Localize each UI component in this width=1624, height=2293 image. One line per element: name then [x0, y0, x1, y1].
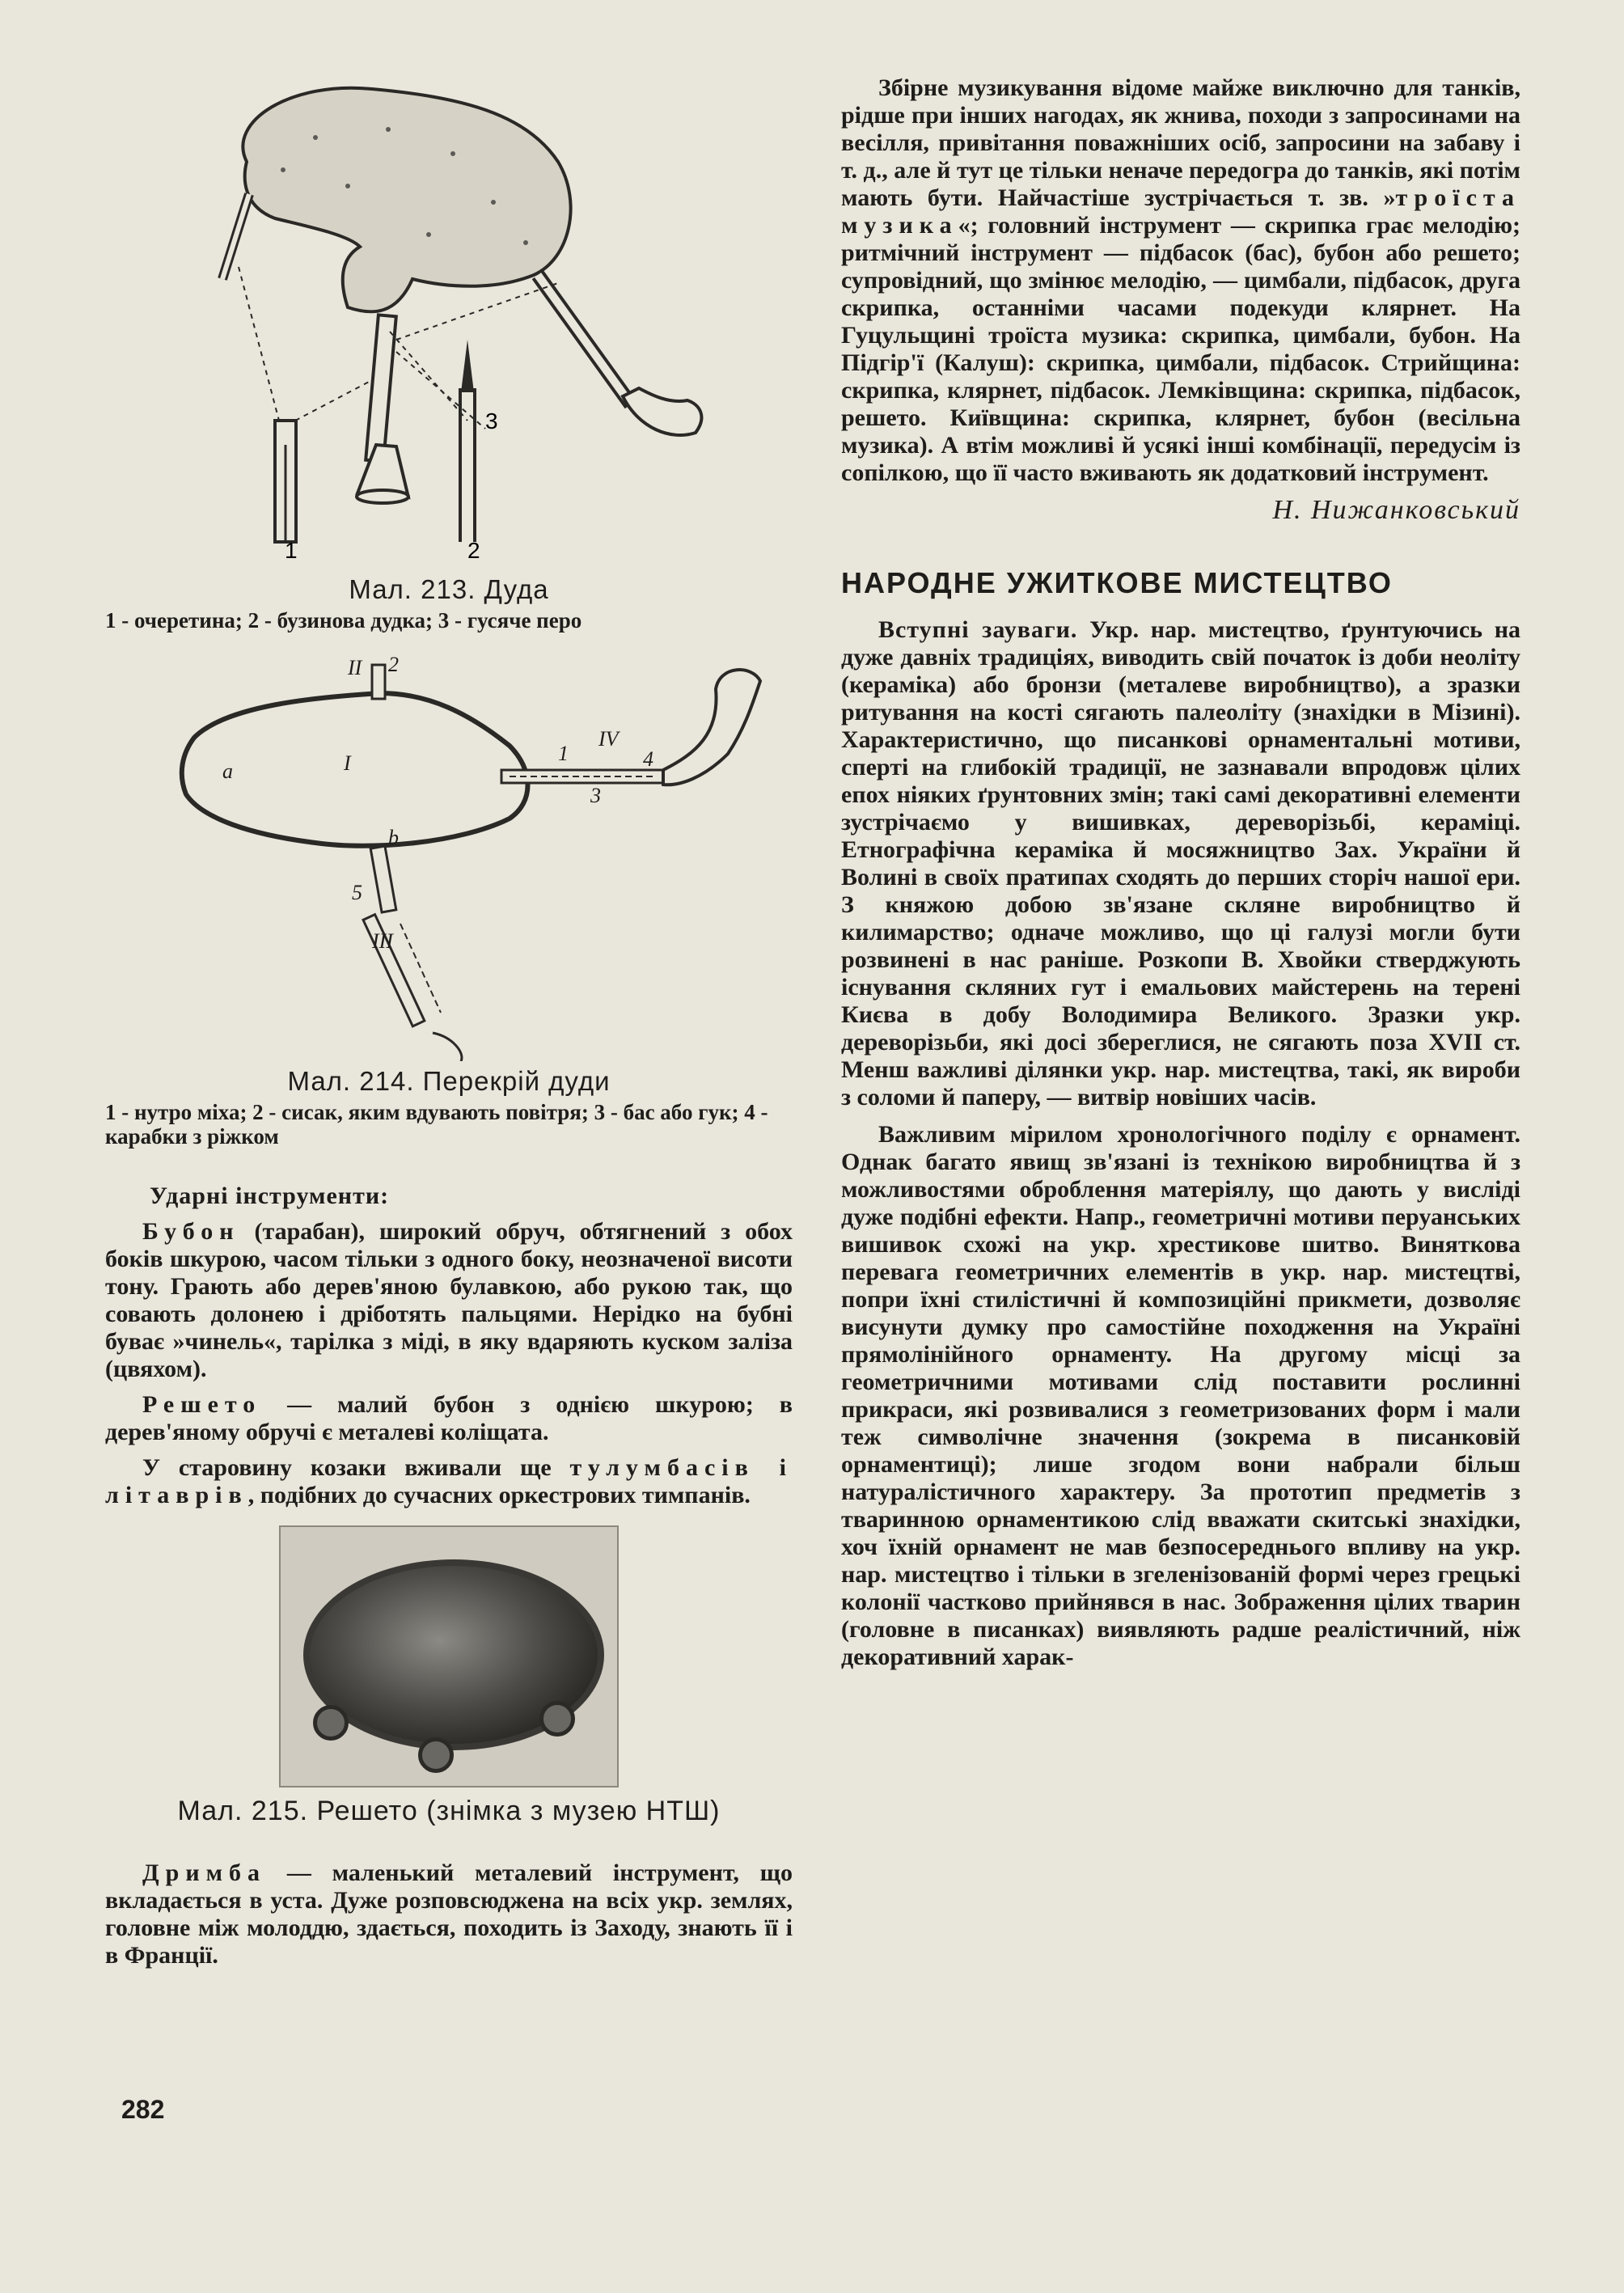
- term-troista-muzyka: троїста музика: [841, 184, 1520, 239]
- fig214-label-5: 5: [352, 881, 362, 904]
- jingle-ring: [418, 1737, 454, 1773]
- fig214-label-a: a: [222, 759, 233, 783]
- text-ensemble-2: «; головний інструмент — скрипка грає мелодію; ритмічний інструмент — підбасок (бас), бубон або решето; супровідний, що змінює мелодію, — цимбали, підбасок, друга скрипка, останніми часами подекуди клярнет. На Гуцульщині троїста музика: скрипка, цимбали, бубон. На Підгір'ї (Калуш): скрипка, цимбали, підбасок. Стрийщина: скрипка, клярнет, підбасок. Лемківщина: скрипка, підбасок, решето. Київщина: скрипка, клярнет, бубон (весільна музика). А втім можливі й усякі інші комбінації, передусім із сопілкою, що її часто вживають як додатковий інструмент.: [841, 212, 1520, 486]
- jingle-ring: [313, 1705, 349, 1741]
- section-title: НАРОДНЕ УЖИТКОВЕ МИСТЕЦТВО: [841, 566, 1393, 599]
- paragraph-kozaky: [105, 1454, 793, 1509]
- text-intro: Укр. нар. мистецтво, ґрунтуючись на дуже давніх традиціях, виводить свій початок із доби неоліту (кераміка) або бронзи (металеве виробництво), а зразки ритування на кості сягають палеоліту (знахідки в Мізині). Характеристично, що писанкові орнаментальні мотиви, сперті на глибокій традиції, не зазнавали впродовж цілих епох ніяких ґрунтовних змін; такі самі декоративні елементи зустрічаємо у вишивках, дереворізьбі, кераміці. Етнографічна кераміка й мосяжництво Зах. України й Волині в своїх пратипах сходять до перших сторіч нашої ери. З княжою добою зв'язане скляне виробництво й килимарство; одначе можливо, що ці галузі могли бути розвинені в нас раніше. Розкопи В. Хвойки стверджують існування скляних гут і емальових майстерень на терені Києва в добу Володимира Великого. Зразки укр. дереворізьби, які досі збереглися, не сягають поза XVII ст. Менш важливі ділянки укр. нар. мистецтва, такі, як вироби з соломи й паперу, — витвір новіших часів.: [841, 616, 1520, 1111]
- term-buben: Бубон: [142, 1218, 240, 1245]
- figure-213-caption: 1 - очеретина; 2 - бузинова дудка; 3 - гусяче перо: [105, 608, 582, 632]
- paragraph-buben: [105, 1218, 793, 1383]
- term-tulumbasy: тулумбасів і літаврів: [105, 1454, 793, 1508]
- figure-213-title: Мал. 213. Дуда: [349, 574, 549, 604]
- fig214-label-II: II: [348, 657, 362, 679]
- text-ensemble-1: Збірне музикування відоме майже виключно для танків, рідше при інших нагодах, як жнива, походи з запросинами на весілля, привітання поважніших осіб, запросини на забаву і т. д., але й тут це тільки неначе передогра до танків, які потім мають бути. Найчастіше зустрічається т. зв. »: [841, 74, 1520, 211]
- fig214-label-2: 2: [388, 657, 399, 676]
- text-kozaky-1: У старовину козаки вживали ще: [142, 1454, 570, 1481]
- left-column: [105, 73, 793, 2124]
- text-kozaky-2: , подібних до сучасних оркестрових тимпанів.: [247, 1482, 751, 1508]
- fig213-label-1: 1: [285, 538, 298, 558]
- paragraph-intro: [841, 616, 1520, 1111]
- figure-214-title: Мал. 214. Перекрій дуди: [287, 1066, 611, 1096]
- figure-215: [105, 1525, 793, 1787]
- paragraph-resheto: [105, 1391, 793, 1446]
- fig213-label-3: 3: [485, 408, 498, 434]
- fig214-label-b: b: [388, 826, 399, 849]
- term-resheto: Решето: [142, 1391, 262, 1418]
- paragraph-chronology: Важливим мірилом хронологічного поділу є орнамент. Однак багато явищ зв'язані із технікою виробництва й з можливостями оброблення матеріялу, що дають у висліді дуже подібні ефекти. Напр., геометричні мотиви перуанських вишивок схожі на укр. хрестикове шитво. Виняткова перевага геометричних елементів в укр. нар. мистецтві, попри їхні стилістичні й композиційні прикмети, дозволяє висунути думку про самостійне походження на Україні прямолінійного орнаменту. На другому місці за геометричними мотивами слід поставити рослинні прикраси, які розвивалися з геометризованих форм і мали теж символічне значення (зокрема в писанковій орнаментиці); лише згодом вони набрали більш натуралістичного характеру. За прототип предметів з тваринною орнаментикою слід вважати скитські знахідки, хоч їхній орнамент не мав безпосереднього впливу на укр. нар. мистецтво і тільки в згеленізованій формі через грецькі колонії частково прийнявся в нас. Зображення цілих тварин (головне в писанках) виявляють радше реалістичний, ніж декоративний харак-: [841, 1121, 1520, 1670]
- figure-215-title: Мал. 215. Решето (знімка з музею НТШ): [177, 1796, 721, 1826]
- bagpipe-cross-section-illustration: [105, 657, 793, 1061]
- resheto-photo: [279, 1525, 619, 1787]
- percussion-heading: Ударні інструменти:: [150, 1182, 390, 1209]
- fig214-label-4: 4: [643, 747, 653, 771]
- author-signature: Н. Нижанковський: [1272, 495, 1520, 525]
- fig214-label-I: I: [344, 751, 351, 775]
- fig213-label-2: 2: [467, 538, 480, 558]
- figure-213: [105, 73, 793, 558]
- text-buben: (тарабан), широкий обруч, обтягнений з обох боків шкурою, часом тільки з одного боку, неозначеної висоти тону. Грають або дерев'яною булавкою, або рукою так, що совають долонею і дріботять пальцями. Нерідко на бубні буває »чинель«, тарілка з міді, в яку вдаряють куском заліза (цвяхом).: [105, 1218, 793, 1382]
- term-drymba: Дримба: [142, 1859, 267, 1886]
- figure-214-caption: 1 - нутро міха; 2 - сисак, яким вдувають повітря; 3 - бас або гук; 4 - карабки з ріжком: [105, 1100, 768, 1149]
- paragraph-drymba: [105, 1859, 793, 1969]
- paragraph-ensemble: [841, 74, 1520, 487]
- intro-lead: Вступні зауваги.: [878, 616, 1078, 643]
- fig214-label-III: III: [372, 929, 393, 953]
- figure-214: [105, 657, 793, 1061]
- jingle-ring: [539, 1701, 575, 1737]
- page-number: 282: [121, 2095, 165, 2124]
- fig214-label-IV: IV: [598, 727, 619, 751]
- fig214-label-3: 3: [590, 784, 601, 807]
- bagpipe-illustration: [105, 73, 793, 558]
- text-resheto: — малий бубон з однією шкурою; в дерев'яному обручі є металеві коліщата.: [105, 1391, 793, 1445]
- right-column: [841, 74, 1520, 1671]
- fig214-label-1: 1: [558, 742, 569, 765]
- text-drymba: — маленький металевий інструмент, що вкладається в уста. Дуже розповсюджена на всіх укр. землях, головне між молоддю, здається, походить із Заходу, знають її і в Франції.: [105, 1859, 793, 1969]
